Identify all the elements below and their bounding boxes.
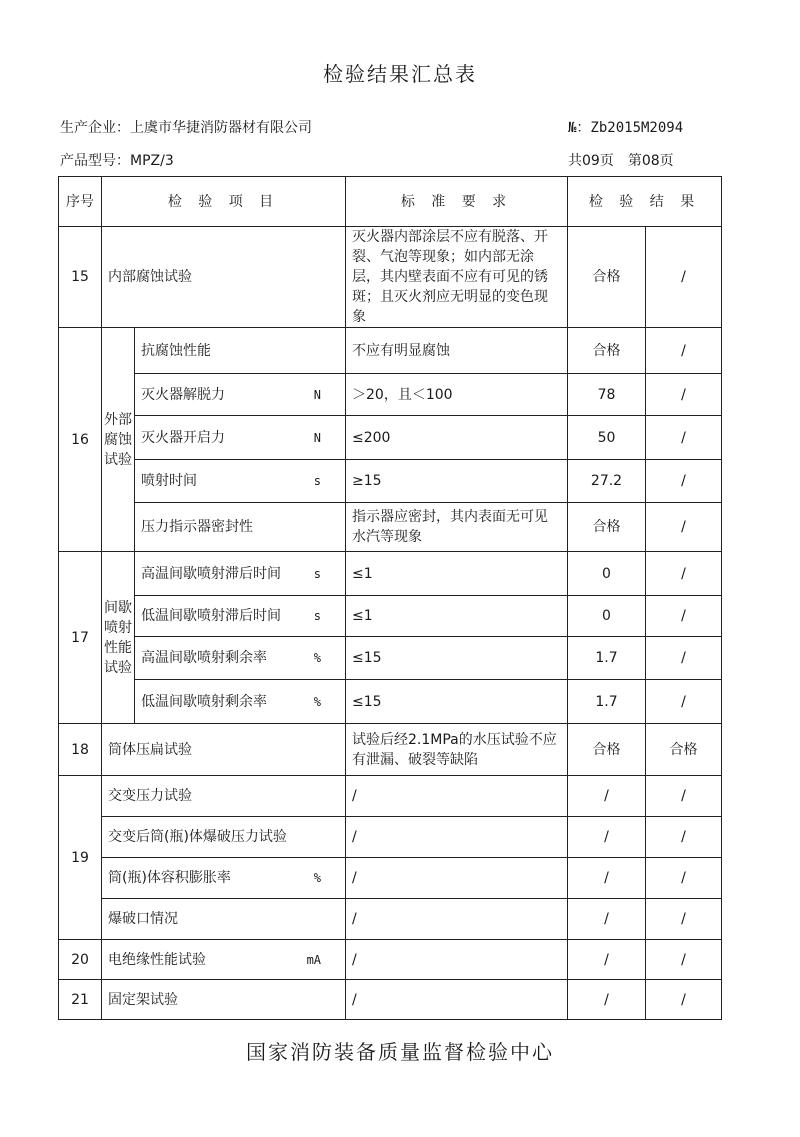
issuer-name: 国家消防装备质量监督检验中心 <box>246 1040 554 1064</box>
item-label: 低温间歇喷射剩余率 <box>141 693 267 710</box>
result-secondary: 合格 <box>646 724 722 776</box>
row-number: 19 <box>59 776 102 940</box>
result-primary: / <box>568 940 646 980</box>
item-label: 喷射时间 <box>141 473 197 489</box>
result-primary: 合格 <box>568 503 646 552</box>
unit-label: N <box>313 387 322 402</box>
test-item <box>102 776 346 817</box>
results-table <box>58 176 722 1020</box>
result-primary: 1.7 <box>568 680 646 724</box>
result-primary: 合格 <box>568 724 646 776</box>
item-label: 灭火器开启力 <box>141 429 225 446</box>
result-secondary: / <box>646 776 722 817</box>
requirement: ＞20，且＜100 <box>346 374 568 416</box>
item-label: 筒(瓶)体容积膨胀率 <box>108 870 231 886</box>
group-label: 间歇喷射性能试验 <box>102 552 135 724</box>
row-number: 15 <box>59 227 102 328</box>
result-secondary: / <box>646 460 722 503</box>
test-item <box>135 503 346 552</box>
result-secondary: / <box>646 416 722 460</box>
result-primary: 50 <box>568 416 646 460</box>
requirement: / <box>346 776 568 817</box>
item-label: 电绝缘性能试验 <box>108 951 206 968</box>
test-item <box>135 552 346 596</box>
test-item <box>135 416 346 460</box>
unit-label: s <box>313 609 322 623</box>
test-item <box>135 328 346 374</box>
test-item: 筒体压扁试验 <box>102 724 346 776</box>
result-secondary: / <box>646 680 722 724</box>
test-item <box>102 899 346 940</box>
result-primary: 27.2 <box>568 460 646 503</box>
requirement: ≤15 <box>346 680 568 724</box>
requirement: ≤1 <box>346 552 568 596</box>
requirement: ≤1 <box>346 596 568 637</box>
unit-label: % <box>313 651 322 665</box>
result-secondary: / <box>646 858 722 899</box>
result-secondary: / <box>646 980 722 1020</box>
item-label: 低温间歇喷射滞后时间 <box>141 608 281 624</box>
item-label: 高温间歇喷射剩余率 <box>141 650 267 666</box>
requirement: / <box>346 980 568 1020</box>
requirement: 灭火器内部涂层不应有脱落、开裂、气泡等现象；如内部无涂层，其内壁表面不应有可见的锈斑；且灭火剂应无明显的变色现象 <box>346 227 568 328</box>
result-primary: / <box>568 858 646 899</box>
test-item: 固定架试验 <box>102 980 346 1020</box>
group-label: 外部腐蚀试验 <box>102 328 135 552</box>
row-number: 20 <box>59 940 102 980</box>
row-number: 21 <box>59 980 102 1020</box>
row-number: 16 <box>59 328 102 552</box>
result-secondary: / <box>646 503 722 552</box>
result-secondary: / <box>646 227 722 328</box>
requirement: 指示器应密封，其内表面无可见水汽等现象 <box>346 503 568 552</box>
requirement: 试验后经2.1MPa的水压试验不应有泄漏、破裂等缺陷 <box>346 724 568 776</box>
report-number: №：Zb2015M2094 <box>568 120 684 136</box>
requirement: ≥15 <box>346 460 568 503</box>
header-no: 序号 <box>59 177 102 227</box>
row-number: 18 <box>59 724 102 776</box>
item-label: 高温间歇喷射滞后时间 <box>141 565 281 582</box>
result-primary: 合格 <box>568 227 646 328</box>
item-label: 爆破口情况 <box>108 911 178 927</box>
test-item <box>102 940 346 980</box>
result-primary: 0 <box>568 596 646 637</box>
requirement: 不应有明显腐蚀 <box>346 328 568 374</box>
unit-label: % <box>313 694 322 709</box>
header-item: 检 验 项 目 <box>102 177 346 227</box>
result-primary: 78 <box>568 374 646 416</box>
item-label: 灭火器解脱力 <box>141 386 225 403</box>
result-secondary: / <box>646 637 722 680</box>
requirement: ≤15 <box>346 637 568 680</box>
unit-label: s <box>313 566 322 581</box>
test-item <box>135 596 346 637</box>
unit-label: s <box>313 474 322 488</box>
result-secondary: / <box>646 817 722 858</box>
requirement: / <box>346 940 568 980</box>
row-number: 17 <box>59 552 102 724</box>
result-primary: / <box>568 899 646 940</box>
test-item <box>135 460 346 503</box>
test-item <box>102 858 346 899</box>
page-count: 共09页 第08页 <box>568 153 674 169</box>
result-primary: / <box>568 980 646 1020</box>
header-requirement: 标 准 要 求 <box>346 177 568 227</box>
unit-label: N <box>313 430 322 445</box>
result-secondary: / <box>646 374 722 416</box>
result-primary: / <box>568 817 646 858</box>
requirement: / <box>346 899 568 940</box>
item-label: 交变后筒(瓶)体爆破压力试验 <box>108 829 287 845</box>
requirement: / <box>346 858 568 899</box>
result-secondary: / <box>646 596 722 637</box>
test-item <box>135 680 346 724</box>
item-label: 交变压力试验 <box>108 788 192 804</box>
model-line: 产品型号：MPZ/3 <box>60 153 174 169</box>
result-secondary: / <box>646 940 722 980</box>
test-item: 内部腐蚀试验 <box>102 227 346 328</box>
item-label: 压力指示器密封性 <box>141 519 253 535</box>
test-item <box>102 817 346 858</box>
result-primary: 1.7 <box>568 637 646 680</box>
result-primary: 0 <box>568 552 646 596</box>
result-secondary: / <box>646 552 722 596</box>
result-secondary: / <box>646 328 722 374</box>
result-secondary: / <box>646 899 722 940</box>
requirement: / <box>346 817 568 858</box>
item-label: 抗腐蚀性能 <box>141 342 211 359</box>
result-primary: / <box>568 776 646 817</box>
document-title: 检验结果汇总表 <box>323 62 477 86</box>
header-result: 检 验 结 果 <box>568 177 722 227</box>
test-item <box>135 637 346 680</box>
test-item <box>135 374 346 416</box>
unit-label: mA <box>306 952 322 967</box>
unit-label: % <box>313 871 322 885</box>
result-primary: 合格 <box>568 328 646 374</box>
requirement: ≤200 <box>346 416 568 460</box>
enterprise-line: 生产企业：上虞市华捷消防器材有限公司 <box>60 120 312 136</box>
